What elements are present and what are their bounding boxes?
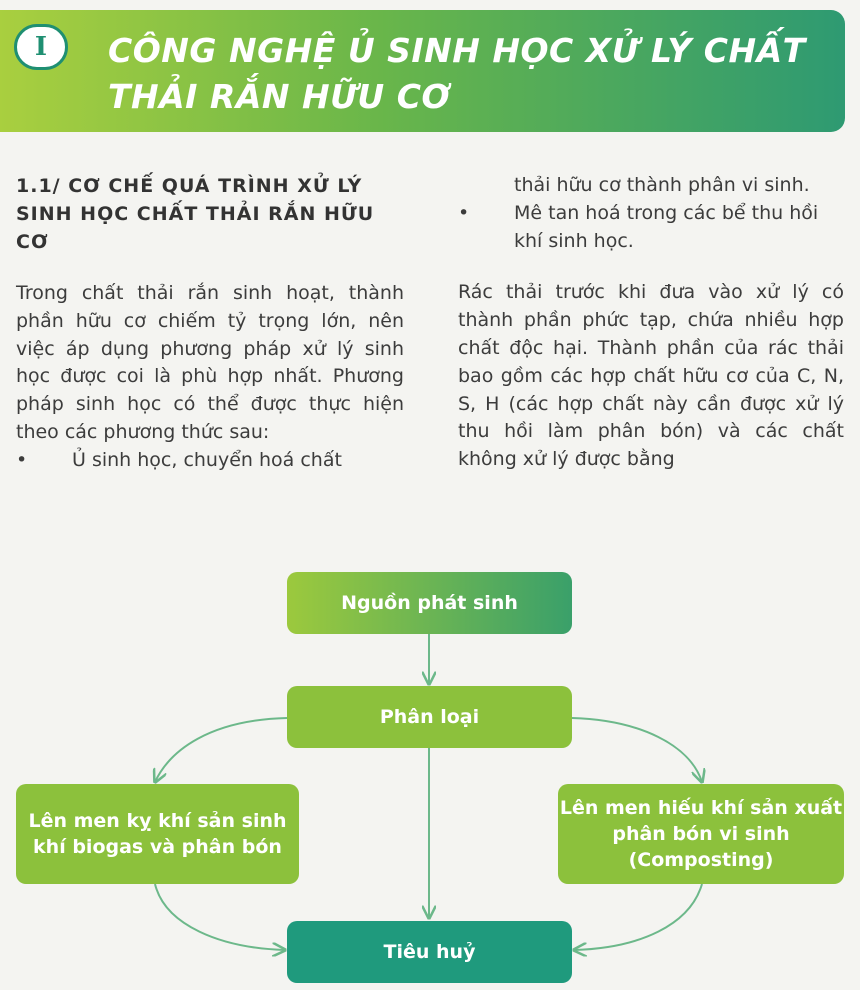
method-list-continued	[458, 200, 844, 256]
arrow-aerobic-to-dispose	[574, 884, 702, 950]
list-item-continuation: thải hữu cơ thành phân vi sinh.	[514, 174, 810, 196]
list-item: • Ủ sinh học, chuyển hoá chất	[16, 447, 404, 475]
arrow-classify-to-aerobic	[572, 718, 702, 782]
list-item: • Mê tan hoá trong các bể thu hồi khí sinh học.	[458, 200, 844, 256]
section-heading: 1.1/ CƠ CHẾ QUÁ TRÌNH XỬ LÝ SINH HỌC CHẤT THẢI RẮN HỮU CƠ	[16, 175, 375, 253]
method-list	[16, 447, 404, 475]
page-title: CÔNG NGHỆ Ủ SINH HỌC XỬ LÝ CHẤT THẢI RẮN HỮU CƠ	[108, 31, 806, 116]
title-banner	[0, 10, 845, 132]
process-flowchart	[0, 560, 860, 990]
arrow-classify-to-anaerobic	[155, 718, 287, 782]
intro-paragraph: Trong chất thải rắn sinh hoạt, thành phần hữu cơ chiếm tỷ trọng lớn, nên việc áp dụng phương pháp xử lý sinh học được coi là phù hợp nhất. Phương pháp sinh học có thể được thực hiện theo các phương thức sau:	[16, 282, 404, 443]
node-source: Nguồn phát sinh	[287, 572, 572, 634]
node-anaerobic-fermentation: Lên men kỵ khí sản sinh khí biogas và phân bón	[16, 784, 299, 884]
chapter-number: I	[34, 32, 48, 62]
text-column-left	[16, 280, 404, 475]
node-classification: Phân loại	[287, 686, 572, 748]
arrow-anaerobic-to-dispose	[155, 884, 285, 950]
node-disposal: Tiêu huỷ	[287, 921, 572, 983]
body-paragraph: Rác thải trước khi đưa vào xử lý có thành phần phức tạp, chứa nhiều hợp chất độc hại. Thành phần của rác thải bao gồm các hợp chất hữu cơ của C, N, S, H (các hợp chất này cần được xử lý thu hồi làm phân bón) và các chất không xử lý được bằng	[458, 281, 844, 471]
text-column-right	[458, 172, 844, 474]
chapter-badge	[14, 24, 68, 70]
node-aerobic-composting: Lên men hiếu khí sản xuất phân bón vi sinh (Composting)	[558, 784, 844, 884]
